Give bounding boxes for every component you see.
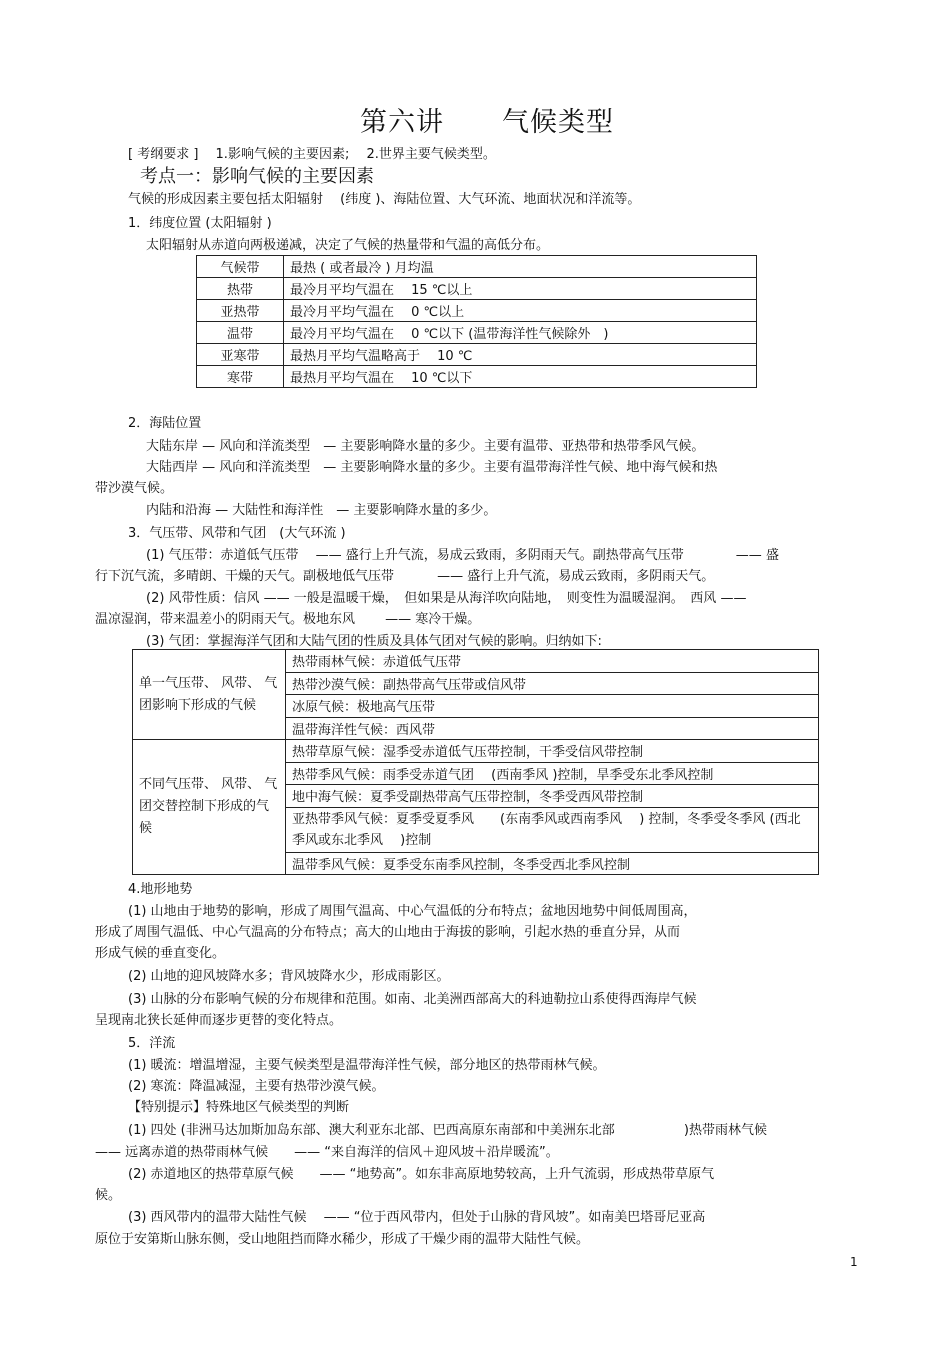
table-row: [197, 322, 757, 344]
page-title: [360, 100, 614, 139]
s1-heading: 1．纬度位置 (太阳辐射 ): [128, 216, 272, 231]
s3-p3: (3) 气团：掌握海洋气团和大陆气团的性质及具体气团对气候的影响。归纳如下:: [146, 634, 602, 649]
table-cell: 热带季风气候：雨季受赤道气团 (西南季风 )控制，旱季受东北季风控制: [286, 762, 819, 785]
table-cell: 地中海气候：夏季受副热带高气压带控制，冬季受西风带控制: [286, 785, 819, 808]
s3-p1a: (1) 气压带：赤道低气压带 —— 盛行上升气流，易成云致雨，多阴雨天气。副热带高气压带 —— 盛: [146, 548, 779, 563]
special-heading: 【特别提示】特殊地区气候类型的判断: [128, 1100, 350, 1115]
s2-line2a: 大陆西岸 — 风向和洋流类型 — 主要影响降水量的多少。主要有温带海洋性气候、地中海气候和热: [146, 460, 718, 475]
s5-heading: 5．洋流: [128, 1036, 176, 1051]
table-cell: 热带: [197, 278, 284, 300]
table-cell: 亚热带季风气候：夏季受夏季风 (东南季风或西南季风 ) 控制，冬季受冬季风 (西北季风或东北季风 )控制: [286, 807, 819, 852]
table-row: [197, 344, 757, 366]
requirements-line: [ 考纲要求 ] 1.影响气候的主要因素; 2.世界主要气候类型。: [128, 147, 496, 162]
table-row: [197, 366, 757, 388]
s3-p2b: 温凉湿润，带来温差小的阴雨天气。极地东风 —— 寒冷干燥。: [95, 612, 481, 627]
s4-p2: (2) 山地的迎风坡降水多；背风坡降水少，形成雨影区。: [128, 969, 450, 984]
special-p3a: (3) 西风带内的温带大陆性气候 —— “位于西风带内，但处于山脉的背风坡”。如南美巴塔哥尼亚高: [128, 1210, 706, 1225]
air-mass-climate-table: [132, 649, 819, 875]
climate-zone-table: [196, 255, 757, 388]
special-p2a: (2) 赤道地区的热带草原气候 —— “地势高”。如东非高原地势较高，上升气流弱，形成热带草原气: [128, 1167, 715, 1182]
section-heading-point1: 考点一：影响气候的主要因素: [140, 166, 374, 187]
s2-line3: 内陆和沿海 — 大陆性和海洋性 — 主要影响降水量的多少。: [146, 503, 497, 518]
s3-heading: 3．气压带、风带和气团 (大气环流 ): [128, 526, 346, 541]
s4-p1b: 形成了周围气温低、中心气温高的分布特点；高大的山地由于海拔的影响，引起水热的垂直分异，从而: [95, 925, 681, 940]
table-cell: 最热月平均气温在 10 ℃以下: [284, 366, 757, 388]
table-cell: 寒带: [197, 366, 284, 388]
table-cell: 亚热带: [197, 300, 284, 322]
table-cell: 热带草原气候：湿季受赤道低气压带控制，干季受信风带控制: [286, 740, 819, 763]
table-cell: 热带雨林气候：赤道低气压带: [286, 650, 819, 673]
title-part2: 气候类型: [502, 107, 614, 138]
page-number: 1: [850, 1255, 858, 1269]
s5-p1: (1) 暖流：增温增湿，主要气候类型是温带海洋性气候，部分地区的热带雨林气候。: [128, 1058, 606, 1073]
table-cell: 温带季风气候：夏季受东南季风控制，冬季受西北季风控制: [286, 852, 819, 875]
s4-p3b: 呈现南北狭长延伸而逐步更替的变化特点。: [95, 1013, 343, 1028]
table-row: [133, 740, 819, 763]
s4-p1c: 形成气候的垂直变化。: [95, 946, 226, 961]
s2-line1: 大陆东岸 — 风向和洋流类型 — 主要影响降水量的多少。主要有温带、亚热带和热带季风气候。: [146, 439, 705, 454]
table-header-cell: 气候带: [197, 256, 284, 278]
s2-line2b: 带沙漠气候。: [95, 481, 174, 496]
s3-p2a: (2) 风带性质：信风 —— 一般是温暖干燥， 但如果是从海洋吹向陆地， 则变性为温暖湿润。 西风 ——: [146, 591, 747, 606]
intro-paragraph: 气候的形成因素主要包括太阳辐射 (纬度 )、海陆位置、大气环流、地面状况和洋流等。: [128, 192, 641, 207]
table-cell: 温带: [197, 322, 284, 344]
special-p1a: (1) 四处 (非洲马达加斯加岛东部、澳大利亚东北部、巴西高原东南部和中美洲东北部 )热带雨林气候: [128, 1123, 767, 1138]
s1-text: 太阳辐射从赤道向两极递减，决定了气候的热量带和气温的高低分布。: [146, 238, 550, 253]
table-cell: 最冷月平均气温在 15 ℃以上: [284, 278, 757, 300]
special-p1b: —— 远离赤道的热带雨林气候 —— “来自海洋的信风＋迎风坡＋沿岸暖流”。: [95, 1145, 559, 1160]
group-label: 不同气压带、 风带、 气团交替控制下形成的气候: [133, 740, 286, 875]
s5-p2: (2) 寒流：降温减湿，主要有热带沙漠气候。: [128, 1079, 385, 1094]
table-cell: 最冷月平均气温在 0 ℃以下 (温带海洋性气候除外 ): [284, 322, 757, 344]
table-cell: 热带沙漠气候：副热带高气压带或信风带: [286, 672, 819, 695]
table-row: [197, 278, 757, 300]
table-cell: 最冷月平均气温在 0 ℃以上: [284, 300, 757, 322]
table-header-cell: 最热 ( 或者最冷 ) 月均温: [284, 256, 757, 278]
s3-p1b: 行下沉气流，多晴朗、干燥的天气。副极地低气压带 —— 盛行上升气流，易成云致雨，多阴雨天气。: [95, 569, 715, 584]
s4-p3a: (3) 山脉的分布影响气候的分布规律和范围。如南、北美洲西部高大的科迪勒拉山系使得西海岸气候: [128, 992, 697, 1007]
title-part1: 第六讲: [360, 107, 444, 138]
table-header-row: [197, 256, 757, 278]
group-label: 单一气压带、 风带、 气团影响下形成的气候: [133, 650, 286, 740]
special-p2b: 候。: [95, 1188, 122, 1203]
s4-heading: 4.地形地势: [128, 882, 193, 897]
table-row: [197, 300, 757, 322]
s2-heading: 2．海陆位置: [128, 416, 202, 431]
special-p3b: 原位于安第斯山脉东侧，受山地阻挡而降水稀少，形成了干燥少雨的温带大陆性气候。: [95, 1232, 590, 1247]
table-cell: 最热月平均气温略高于 10 ℃: [284, 344, 757, 366]
table-cell: 温带海洋性气候：西风带: [286, 717, 819, 740]
s4-p1a: (1) 山地由于地势的影响，形成了周围气温高、中心气温低的分布特点；盆地因地势中间低周围高，: [128, 904, 697, 919]
table-cell: 亚寒带: [197, 344, 284, 366]
table-cell: 冰原气候：极地高气压带: [286, 695, 819, 718]
table-row: [133, 650, 819, 673]
